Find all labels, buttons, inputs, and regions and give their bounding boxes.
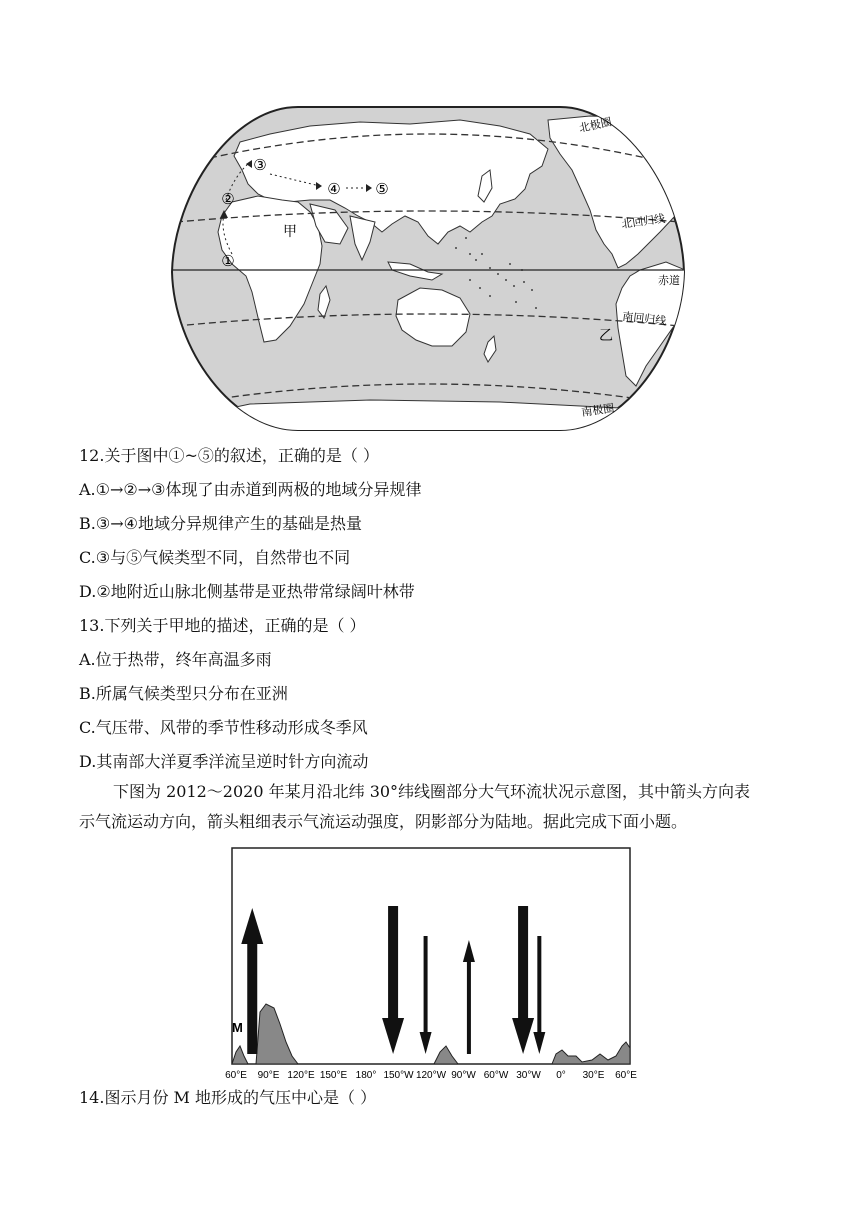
label-equator: 赤道 <box>658 275 680 287</box>
question-12-stem: 12.关于图中①~⑤的叙述，正确的是（ ） <box>79 446 379 465</box>
x-tick-label: 90°E <box>257 1070 280 1081</box>
intro-line-2: 示气流运动方向，箭头粗细表示气流运动强度，阴影部分为陆地。据此完成下面小题。 <box>79 812 688 831</box>
world-map <box>170 104 686 434</box>
marker-label-m: M <box>232 1020 243 1035</box>
arrow-shaft <box>537 936 541 1034</box>
x-tick-label: 120°W <box>415 1070 447 1081</box>
map-label-2: ② <box>221 191 235 208</box>
circulation-chart-svg <box>222 846 642 1084</box>
x-tick-label: 0° <box>556 1070 566 1081</box>
x-tick-label: 150°E <box>319 1070 348 1081</box>
question-13-option-a: A.位于热带，终年高温多雨 <box>79 650 272 669</box>
question-12-option-d: D.②地附近山脉北侧基带是亚热带常绿阔叶林带 <box>79 582 415 601</box>
question-12-option-c: C.③与⑤气候类型不同，自然带也不同 <box>79 548 351 567</box>
x-tick-label: 30°W <box>516 1070 541 1081</box>
arrow-shaft <box>247 942 257 1054</box>
x-tick-label: 60°E <box>615 1070 637 1081</box>
arrow-shaft <box>388 906 398 1020</box>
intro-paragraph <box>79 777 795 837</box>
x-tick-label: 90°W <box>451 1070 476 1081</box>
label-tropic-cancer: 北回归线 <box>620 212 666 231</box>
question-12-option-b: B.③→④地域分异规律产生的基础是热量 <box>79 514 362 533</box>
ticks-layer <box>225 1070 637 1081</box>
x-tick-label: 30°E <box>582 1070 605 1081</box>
question-13-stem: 13.下列关于甲地的描述，正确的是（ ） <box>79 616 366 635</box>
question-14-stem: 14.图示月份 M 地形成的气压中心是（ ） <box>79 1088 377 1107</box>
question-13-option-d: D.其南部大洋夏季洋流呈逆时针方向流动 <box>79 752 369 771</box>
arrow-shaft <box>467 960 471 1054</box>
world-map-svg <box>170 104 686 434</box>
arrow-shaft <box>424 936 428 1034</box>
map-label-jia: 甲 <box>283 223 297 239</box>
arrow-shaft <box>518 906 528 1020</box>
x-tick-label: 150°W <box>383 1070 414 1081</box>
x-tick-label: 60°W <box>483 1070 509 1081</box>
question-12-option-a: A.①→②→③体现了由赤道到两极的地域分异规律 <box>79 480 422 499</box>
intro-line-1: 下图为 2012～2020 年某月沿北纬 30°纬线圈部分大气环流状况示意图，其中箭头方向表 <box>113 782 751 801</box>
x-tick-label: 60°E <box>225 1070 247 1081</box>
label-antarctic-circle: 南极圈 <box>580 402 616 419</box>
question-13-option-b: B.所属气候类型只分布在亚洲 <box>79 684 288 703</box>
map-label-1: ① <box>221 253 235 270</box>
x-tick-label: 180° <box>355 1070 377 1081</box>
circulation-chart <box>222 846 642 1084</box>
map-label-5: ⑤ <box>375 181 389 198</box>
x-tick-label: 120°E <box>287 1070 315 1081</box>
map-label-yi: 乙 <box>599 327 613 343</box>
map-label-4: ④ <box>327 181 341 198</box>
label-arctic-circle: 北极圈 <box>578 116 613 135</box>
chart-frame <box>232 848 630 1064</box>
question-13-option-c: C.气压带、风带的季节性移动形成冬季风 <box>79 718 368 737</box>
label-tropic-capricorn: 南回归线 <box>621 311 667 328</box>
map-label-3: ③ <box>253 157 267 174</box>
